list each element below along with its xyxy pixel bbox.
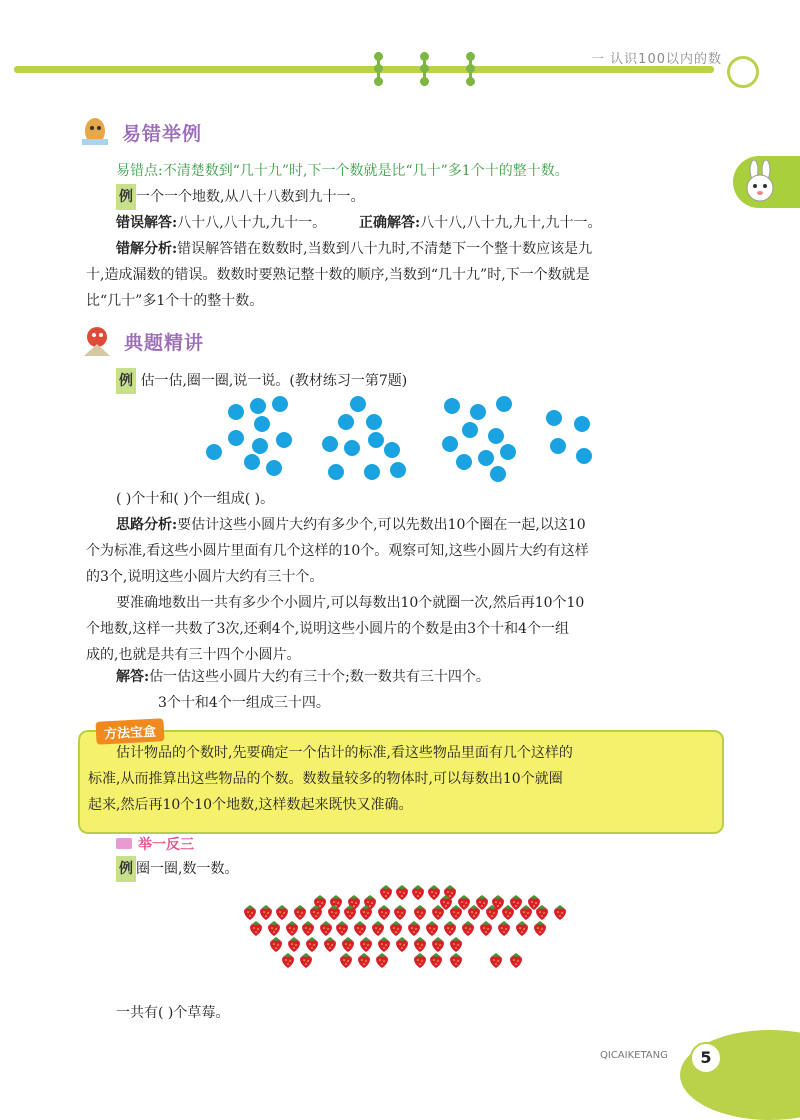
analysis-line: 十,造成漏数的错误。数数时要熟记整十数的顺序,当数到“几十九”时,下一个数就是 — [86, 267, 590, 283]
strawberry-icon — [286, 936, 302, 953]
right-answer-label: 正确解答: — [358, 215, 421, 231]
dot — [456, 454, 472, 470]
strawberry-icon — [284, 920, 300, 937]
dot — [276, 432, 292, 448]
binder-ring — [466, 52, 474, 86]
question-text: 圈一圈,数一数。 — [136, 861, 239, 877]
strawberry-icon — [334, 920, 350, 937]
example-label: 例 — [116, 184, 136, 210]
strawberry-icon — [428, 952, 444, 969]
strawberry-icon — [448, 952, 464, 969]
strawberry-icon — [370, 920, 386, 937]
mascot-icon — [78, 113, 112, 147]
heading-common-mistakes: 易错举例 — [122, 123, 203, 145]
series-brand: QICAIKETANG — [600, 1050, 668, 1061]
dot — [550, 438, 566, 454]
strawberry-icon — [326, 904, 342, 921]
dot — [368, 432, 384, 448]
dot — [490, 466, 506, 482]
example-row — [116, 184, 364, 210]
dot — [366, 414, 382, 430]
header-rule — [14, 66, 714, 73]
strawberry-icon — [448, 904, 464, 921]
strawberry-icon — [430, 904, 446, 921]
dot — [322, 436, 338, 452]
dot — [546, 410, 562, 426]
dot — [250, 398, 266, 414]
strawberry-icon — [298, 952, 314, 969]
strawberry-icon — [280, 952, 296, 969]
dot — [496, 396, 512, 412]
strawberry-icon — [496, 920, 512, 937]
strawberry-icon — [258, 904, 274, 921]
thinking-label: 思路分析: — [116, 517, 178, 533]
strawberry-icon — [508, 952, 524, 969]
answer-label: 解答: — [116, 669, 150, 685]
binder-ring — [374, 52, 382, 86]
dot — [364, 464, 380, 480]
dot — [462, 422, 478, 438]
example-label: 例 — [116, 856, 136, 882]
strawberry-icon — [534, 904, 550, 921]
method-line: 标准,从而推算出这些物品的个数。数数量较多的物体时,可以每数出10个就圈 — [88, 771, 563, 787]
heading-key-examples: 典题精讲 — [124, 332, 205, 354]
dot — [442, 436, 458, 452]
strawberry-icon — [392, 904, 408, 921]
dot — [266, 460, 282, 476]
analysis-line: 比“几十”多1个十的整十数。 — [86, 293, 264, 309]
strawberry-icon — [394, 936, 410, 953]
dot — [252, 438, 268, 454]
strawberry-icon — [406, 920, 422, 937]
thinking-line: 个地数,这样一共数了3次,还剩4个,说明这些小圆片的个数是由3个十和4个一组 — [86, 621, 569, 637]
dot — [444, 398, 460, 414]
analysis-line: 错解分析:错误解答错在数数时,当数到八十九时,不清楚下一个整十数应该是九 — [116, 241, 593, 257]
strawberry-icon — [266, 920, 282, 937]
dot — [254, 416, 270, 432]
strawberry-icon — [518, 904, 534, 921]
strawberry-icon — [460, 920, 476, 937]
strawberry-icon — [300, 920, 316, 937]
dot — [574, 416, 590, 432]
strawberry-icon — [318, 920, 334, 937]
dot — [272, 396, 288, 412]
dot — [478, 450, 494, 466]
thinking-line: 成的,也就是共有三十四个小圆片。 — [86, 647, 301, 663]
dot — [350, 396, 366, 412]
apple-mascot-icon — [80, 322, 114, 356]
method-line: 起来,然后再10个10个地数,这样数起来既快又准确。 — [88, 797, 413, 813]
binder-ring — [420, 52, 428, 86]
strawberry-icon — [274, 904, 290, 921]
method-box-tag: 方法宝盒 — [95, 718, 164, 745]
dot — [500, 444, 516, 460]
example-row — [116, 856, 238, 882]
method-line: 估计物品的个数时,先要确定一个估计的标准,看这些物品里面有几个这样的 — [116, 745, 573, 761]
dot-figure — [200, 392, 620, 484]
strawberry-icon — [340, 936, 356, 953]
example-text: 一个一个地数,从八十八数到九十一。 — [136, 189, 365, 205]
strawberry-icon — [342, 904, 358, 921]
strawberry-icon — [338, 952, 354, 969]
dot — [244, 454, 260, 470]
error-point: 易错点:不清楚数到“几十九”时,下一个数就是比“几十”多1个十的整十数。 — [116, 163, 569, 179]
strawberry-icon — [466, 904, 482, 921]
strawberry-icon — [478, 920, 494, 937]
strawberry-icon — [412, 952, 428, 969]
strawberry-icon — [412, 936, 428, 953]
thinking-line: 个为标准,看这些小圆片里面有几个这样的10个。观察可知,这些小圆片大约有这样 — [86, 543, 589, 559]
answers-row — [116, 210, 602, 236]
thinking-line: 的3个,说明这些小圆片大约有三十个。 — [86, 569, 324, 585]
strawberry-icon — [424, 920, 440, 937]
example-row — [116, 368, 407, 394]
dot — [470, 404, 486, 420]
chapter-title: 一 认识100以内的数 — [591, 52, 722, 67]
strawberry-icon — [388, 920, 404, 937]
strawberry-icon — [394, 884, 410, 901]
dot — [488, 428, 504, 444]
dot — [228, 430, 244, 446]
wrong-answer-label: 错误解答: — [116, 215, 178, 231]
dot — [228, 404, 244, 420]
strawberry-icon — [308, 904, 324, 921]
strawberry-icon — [488, 952, 504, 969]
strawberry-icon — [322, 936, 338, 953]
strawberry-icon — [358, 936, 374, 953]
right-answer-text: 八十八,八十九,九十,九十一。 — [420, 215, 602, 231]
dot — [344, 440, 360, 456]
book-icon — [116, 838, 132, 849]
strawberry-icon — [552, 904, 568, 921]
fill-blank-sentence[interactable]: ( )个十和( )个一组成( )。 — [116, 491, 275, 507]
dot — [338, 414, 354, 430]
strawberry-icon — [242, 904, 258, 921]
strawberry-icon — [304, 936, 320, 953]
strawberry-icon — [292, 904, 308, 921]
dot — [384, 442, 400, 458]
strawberry-icon — [484, 904, 500, 921]
strawberry-icon — [352, 920, 368, 937]
answer-line: 3个十和4个一组成三十四。 — [158, 695, 330, 711]
question-text: 估一估,圈一圈,说一说。(教材练习一第7题) — [140, 373, 408, 389]
thinking-line: 思路分析:要估计这些小圆片大约有多少个,可以先数出10个圈在一起,以这10 — [116, 517, 586, 533]
analysis-label: 错解分析: — [116, 241, 178, 257]
strawberry-icon — [410, 884, 426, 901]
strawberry-icon — [358, 904, 374, 921]
dot — [328, 464, 344, 480]
strawberry-icon — [532, 920, 548, 937]
strawberry-icon — [514, 920, 530, 937]
strawberry-icon — [430, 936, 446, 953]
strawberry-icon — [500, 904, 516, 921]
strawberry-figure — [238, 884, 568, 984]
strawberry-icon — [376, 936, 392, 953]
strawberry-icon — [376, 904, 392, 921]
strawberry-icon — [378, 884, 394, 901]
strawberry-icon — [412, 904, 428, 921]
dot — [576, 448, 592, 464]
fill-blank-sentence[interactable]: 一共有( )个草莓。 — [116, 1005, 230, 1021]
strawberry-icon — [448, 936, 464, 953]
answer-line: 解答:估一估这些小圆片大约有三十个;数一数共有三十四个。 — [116, 669, 490, 685]
bunny-icon — [740, 160, 780, 204]
wrong-answer-text: 八十八,八十九,九十一。 — [177, 215, 327, 231]
mascot-badge — [727, 56, 759, 88]
page-number: 5 — [690, 1042, 722, 1074]
example-label: 例 — [116, 368, 136, 394]
dot — [390, 462, 406, 478]
thinking-line: 要准确地数出一共有多少个小圆片,可以每数出10个就圈一次,然后再10个10 — [116, 595, 585, 611]
heading-practice: 举一反三 — [138, 837, 194, 853]
strawberry-icon — [442, 920, 458, 937]
strawberry-icon — [374, 952, 390, 969]
dot — [206, 444, 222, 460]
strawberry-icon — [248, 920, 264, 937]
strawberry-icon — [356, 952, 372, 969]
strawberry-icon — [268, 936, 284, 953]
